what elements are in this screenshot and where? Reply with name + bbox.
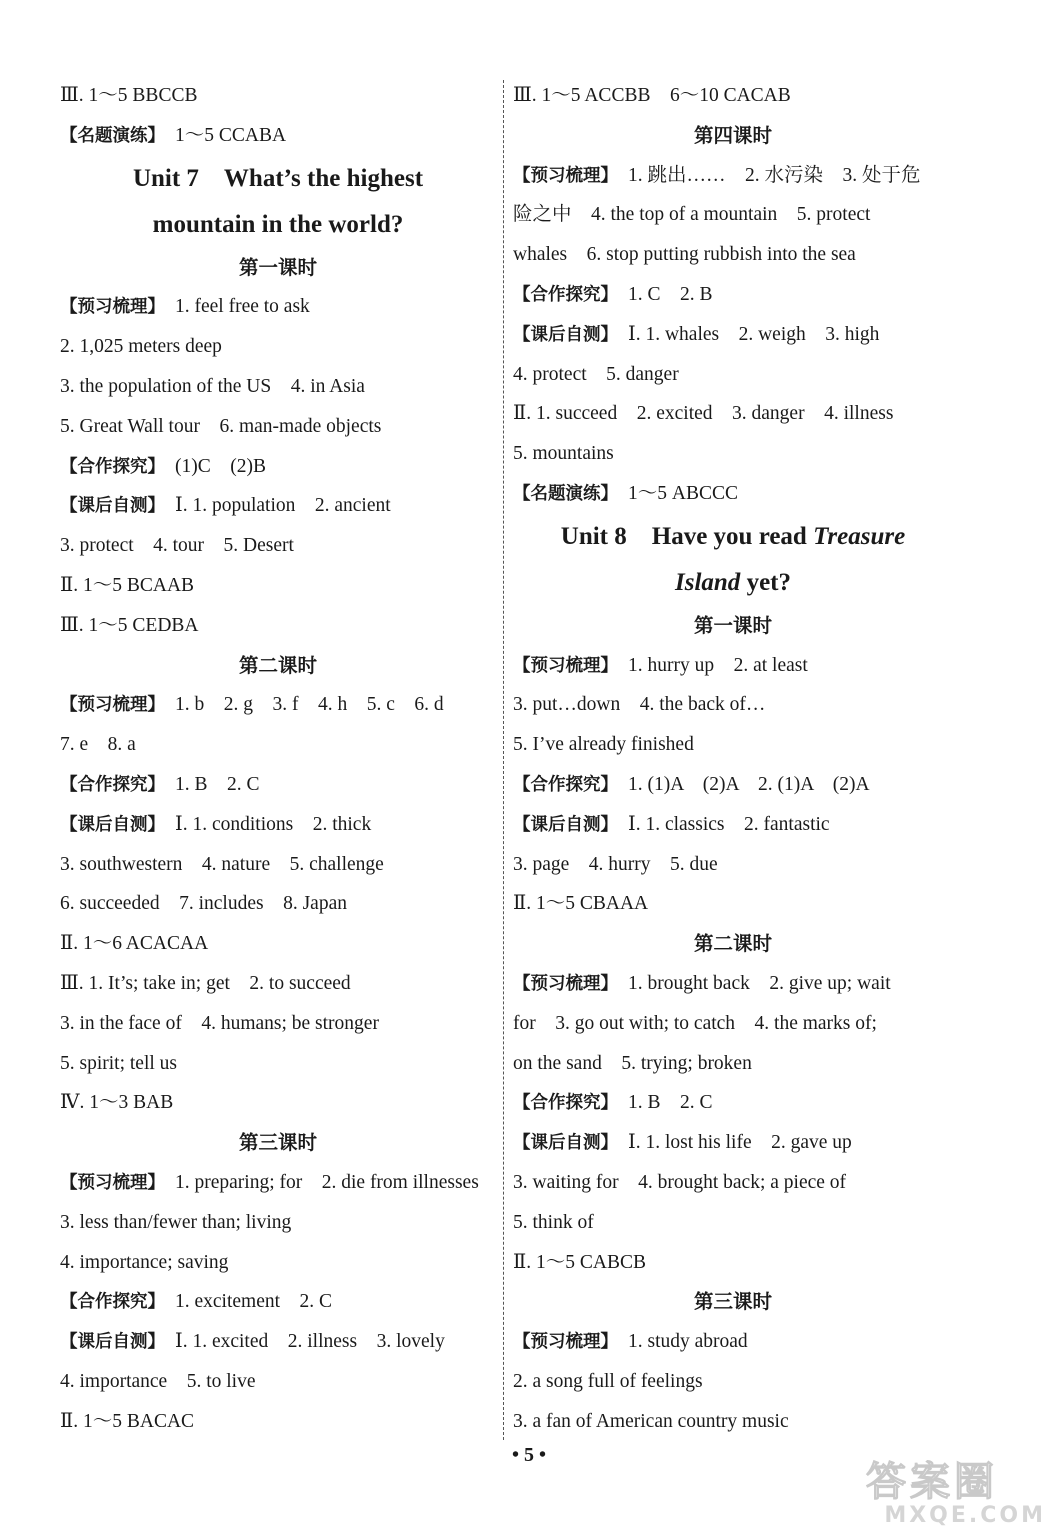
section-tag: 【合作探究】 <box>513 284 618 305</box>
answer-line: 4. importance 5. to live <box>60 1370 256 1392</box>
answer-line <box>60 116 496 156</box>
answer-line <box>513 805 953 845</box>
lesson-heading: 第四课时 <box>693 123 772 147</box>
answer-line: Ⅳ. 1～3 BAB <box>60 1092 174 1114</box>
answer-line <box>60 805 496 845</box>
unit-title-text: Unit 7 What’s the highest <box>132 164 424 192</box>
answer-text: Ⅰ. 1. excited 2. illness 3. lovely <box>175 1331 445 1353</box>
answer-text: 1. study abroad <box>628 1331 748 1353</box>
answer-line: 3. the population of the US 4. in Asia <box>60 375 365 397</box>
lesson-heading: 第三课时 <box>693 1290 772 1314</box>
page-number: • 5 • <box>511 1444 546 1466</box>
answer-text: 1. 跳出…… 2. 水污染 3. 处于危 <box>628 164 921 186</box>
unit-title-text: Unit 8 Have you read <box>560 522 814 550</box>
answer-line: 5. I’ve already finished <box>513 734 694 756</box>
answer-line: Ⅱ. 1～6 ACACAA <box>60 933 209 955</box>
right-column <box>513 76 953 1442</box>
section-tag: 【名题演练】 <box>513 483 618 504</box>
answer-line: Ⅲ. 1～5 CEDBA <box>60 614 199 636</box>
answer-line: for 3. go out with; to catch 4. the marks of; <box>513 1012 877 1034</box>
answer-line <box>513 156 953 196</box>
section-tag: 【课后自测】 <box>60 496 165 517</box>
answer-line <box>513 1123 953 1163</box>
lesson-heading: 第一课时 <box>238 255 317 279</box>
answer-text: 1. (1)A (2)A 2. (1)A (2)A <box>628 773 870 795</box>
answer-text: 1. b 2. g 3. f 4. h 5. c 6. d <box>175 694 444 716</box>
section-tag: 【预习梳理】 <box>60 1172 165 1193</box>
answer-line <box>513 474 953 514</box>
answer-line: 3. less than/fewer than; living <box>60 1211 292 1233</box>
section-tag: 【预习梳理】 <box>513 973 618 994</box>
answer-line: 3. put…down 4. the back of… <box>513 694 766 716</box>
answer-line <box>513 964 953 1004</box>
answer-text: 1. preparing; for 2. die from illnesses <box>175 1171 479 1193</box>
answer-line: 5. mountains <box>513 443 614 465</box>
answer-line: Ⅱ. 1. succeed 2. excited 3. danger 4. illness <box>513 403 894 425</box>
section-tag: 【合作探究】 <box>513 1093 618 1114</box>
section-tag: 【名题演练】 <box>60 125 165 146</box>
answer-text: 1. brought back 2. give up; wait <box>628 972 891 994</box>
answer-line: Ⅲ. 1. It’s; take in; get 2. to succeed <box>60 972 351 994</box>
lesson-heading: 第三课时 <box>238 1131 317 1155</box>
unit-title <box>513 514 953 560</box>
answer-line <box>513 765 953 805</box>
section-tag: 【合作探究】 <box>60 1292 165 1313</box>
answer-text: Ⅰ. 1. classics 2. fantastic <box>628 813 830 835</box>
lesson-heading: 第二课时 <box>693 932 772 956</box>
answer-line <box>513 315 953 355</box>
answer-line: 3. in the face of 4. humans; be stronger <box>60 1012 379 1034</box>
answer-line: 2. a song full of feelings <box>513 1370 703 1392</box>
answer-line: 5. Great Wall tour 6. man-made objects <box>60 415 382 437</box>
answer-line <box>513 646 953 686</box>
answer-line: 4. protect 5. danger <box>513 363 679 385</box>
section-tag: 【预习梳理】 <box>60 297 165 318</box>
left-column <box>60 76 496 1442</box>
section-tag: 【课后自测】 <box>60 814 165 835</box>
answer-line <box>60 765 496 805</box>
section-tag: 【合作探究】 <box>513 774 618 795</box>
answer-line: 7. e 8. a <box>60 734 136 756</box>
answer-line: Ⅱ. 1～5 CBAAA <box>513 893 649 915</box>
answer-line: on the sand 5. trying; broken <box>513 1052 752 1074</box>
answer-text: (1)C (2)B <box>175 455 266 477</box>
answer-line: 5. think of <box>513 1211 594 1233</box>
answer-line <box>513 1322 953 1362</box>
answer-line: 3. waiting for 4. brought back; a piece of <box>513 1171 847 1193</box>
answer-line: 3. protect 4. tour 5. Desert <box>60 535 294 557</box>
answer-line: 4. importance; saving <box>60 1251 229 1273</box>
section-tag: 【课后自测】 <box>513 1133 618 1154</box>
section-tag: 【课后自测】 <box>513 324 618 345</box>
answer-line: 3. a fan of American country music <box>513 1410 789 1432</box>
section-tag: 【合作探究】 <box>60 774 165 795</box>
section-tag: 【预习梳理】 <box>513 1332 618 1353</box>
answer-line <box>60 1322 496 1362</box>
answer-text: 1～5 CCABA <box>175 124 287 146</box>
answer-line <box>60 1163 496 1203</box>
answer-line: Ⅱ. 1～5 BACAC <box>60 1410 195 1432</box>
lesson-heading: 第一课时 <box>693 613 772 637</box>
answer-text: Ⅰ. 1. whales 2. weigh 3. high <box>628 323 880 345</box>
unit-title <box>513 560 953 606</box>
book-title: Treasure <box>813 522 906 550</box>
answer-line: 5. spirit; tell us <box>60 1052 177 1074</box>
answer-text: 1. hurry up 2. at least <box>628 654 808 676</box>
section-tag: 【预习梳理】 <box>513 165 618 186</box>
answer-text: Ⅰ. 1. population 2. ancient <box>175 495 391 517</box>
answer-line: 2. 1,025 meters deep <box>60 336 222 358</box>
answer-text: 1. excitement 2. C <box>175 1291 333 1313</box>
answer-text: 1. feel free to ask <box>175 296 310 318</box>
section-tag: 【合作探究】 <box>60 456 165 477</box>
book-title: Island <box>675 568 741 596</box>
answer-line: 3. southwestern 4. nature 5. challenge <box>60 853 384 875</box>
unit-title <box>60 156 496 202</box>
lesson-heading: 第二课时 <box>238 653 317 677</box>
answer-line: whales 6. stop putting rubbish into the sea <box>513 244 856 266</box>
answer-line <box>60 287 496 327</box>
answer-line: 3. page 4. hurry 5. due <box>513 853 718 875</box>
section-tag: 【预习梳理】 <box>60 695 165 716</box>
watermark-text: 答案圈 <box>866 1459 998 1505</box>
section-tag: 【课后自测】 <box>513 814 618 835</box>
answer-line <box>60 486 496 526</box>
section-tag: 【预习梳理】 <box>513 655 618 676</box>
answer-line: Ⅱ. 1～5 CABCB <box>513 1251 646 1273</box>
answer-text: 1～5 ABCCC <box>628 482 738 504</box>
unit-title <box>60 202 496 248</box>
watermark-logo <box>866 1460 1046 1530</box>
answer-text: Ⅰ. 1. lost his life 2. gave up <box>628 1132 852 1154</box>
answer-line: Ⅲ. 1～5 ACCBB 6～10 CACAB <box>513 85 791 106</box>
answer-text: 1. C 2. B <box>628 283 713 305</box>
answer-line <box>513 275 953 315</box>
answer-text: Ⅰ. 1. conditions 2. thick <box>175 813 372 835</box>
answer-line <box>60 1282 496 1322</box>
answer-line <box>60 685 496 725</box>
column-divider <box>503 80 504 1440</box>
answer-line: 6. succeeded 7. includes 8. Japan <box>60 893 347 915</box>
watermark-domain: MXQE.COM <box>884 1503 1046 1528</box>
answer-line <box>60 447 496 487</box>
answer-text: 1. B 2. C <box>628 1092 713 1114</box>
unit-title-text: yet? <box>740 568 791 596</box>
answer-line: 险之中 4. the top of a mountain 5. protect <box>513 204 871 226</box>
answer-line: Ⅲ. 1～5 BBCCB <box>60 85 198 106</box>
answer-text: 1. B 2. C <box>175 773 260 795</box>
answer-line <box>513 1083 953 1123</box>
unit-title-text: mountain in the world? <box>152 210 404 238</box>
section-tag: 【课后自测】 <box>60 1332 165 1353</box>
answer-line: Ⅱ. 1～5 BCAAB <box>60 574 195 596</box>
